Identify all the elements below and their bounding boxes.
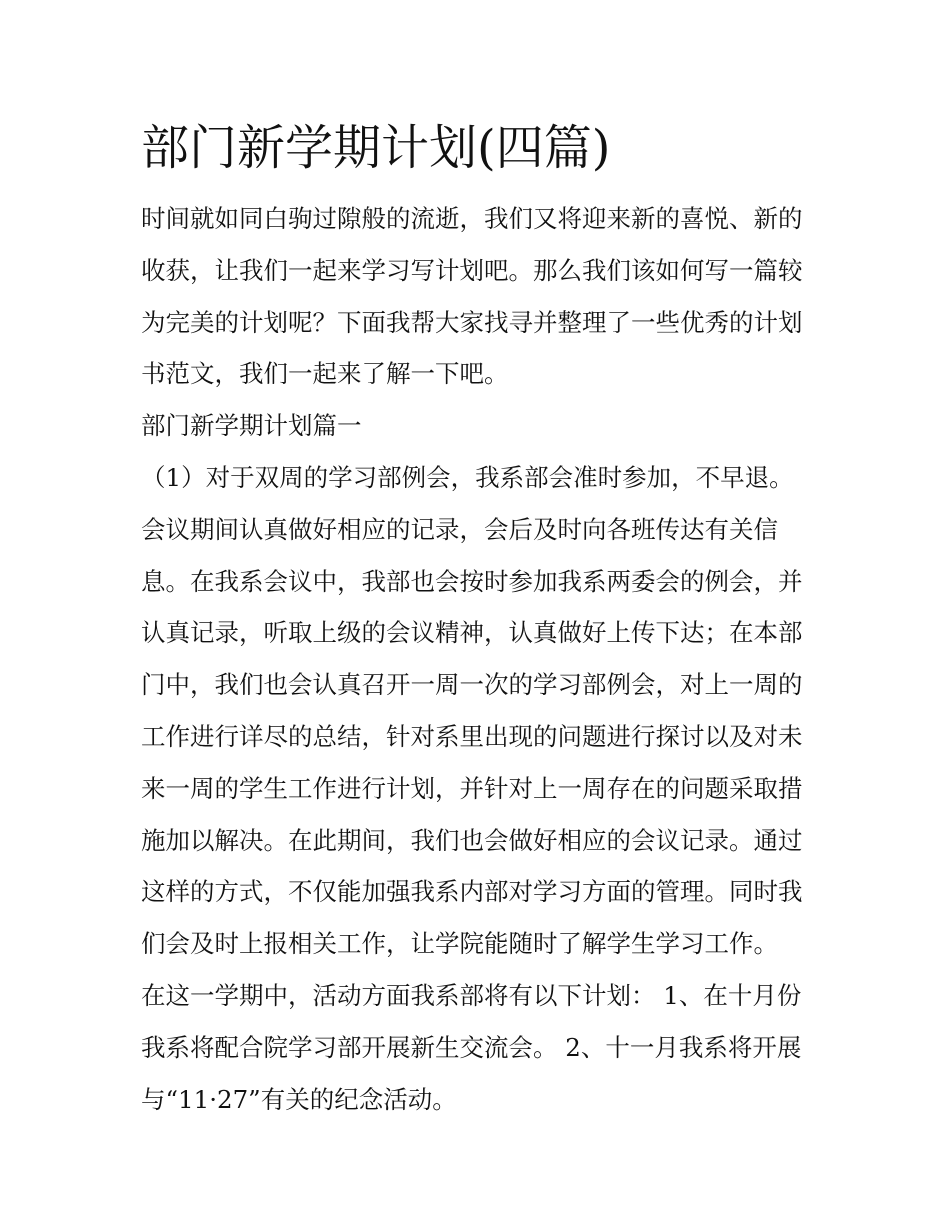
body-paragraph-2: 在这一学期中，活动方面我系部将有以下计划： 1、在十月份我系将配合院学习部开展新生交流会。 2、十一月我系将开展与“11·27”有关的纪念活动。 bbox=[141, 980, 802, 1114]
body-paragraph-1: （1）对于双周的学习部例会，我系部会准时参加，不早退。会议期间认真做好相应的记录，会后及时向各班传达有关信息。在我系会议中，我部也会按时参加我系两委会的例会，并认真记录，听取上级的会议精神，认真做好上传下达；在本部门中，我们也会认真召开一周一次的学习部例会，对上一周的工作进行详尽的总结，针对系里出现的问题进行探讨以及对未来一周的学生工作进行计划，并针对上一周存在的问题采取措施加以解决。在此期间，我们也会做好相应的会议记录。通过这样的方式，不仅能加强我系内部对学习方面的管理。同时我们会及时上报相关工作，让学院能随时了解学生学习工作。 bbox=[141, 462, 803, 959]
document-body bbox=[141, 193, 817, 1125]
intro-paragraph: 时间就如同白驹过隙般的流逝，我们又将迎来新的喜悦、新的收获，让我们一起来学习写计划吧。那么我们该如何写一篇较为完美的计划呢？下面我帮大家找寻并整理了一些优秀的计划书范文，我们一起来了解一下吧。 bbox=[141, 204, 803, 389]
document-title: 部门新学期计划(四篇) bbox=[141, 120, 611, 176]
section-heading: 部门新学期计划篇一 bbox=[141, 411, 362, 441]
